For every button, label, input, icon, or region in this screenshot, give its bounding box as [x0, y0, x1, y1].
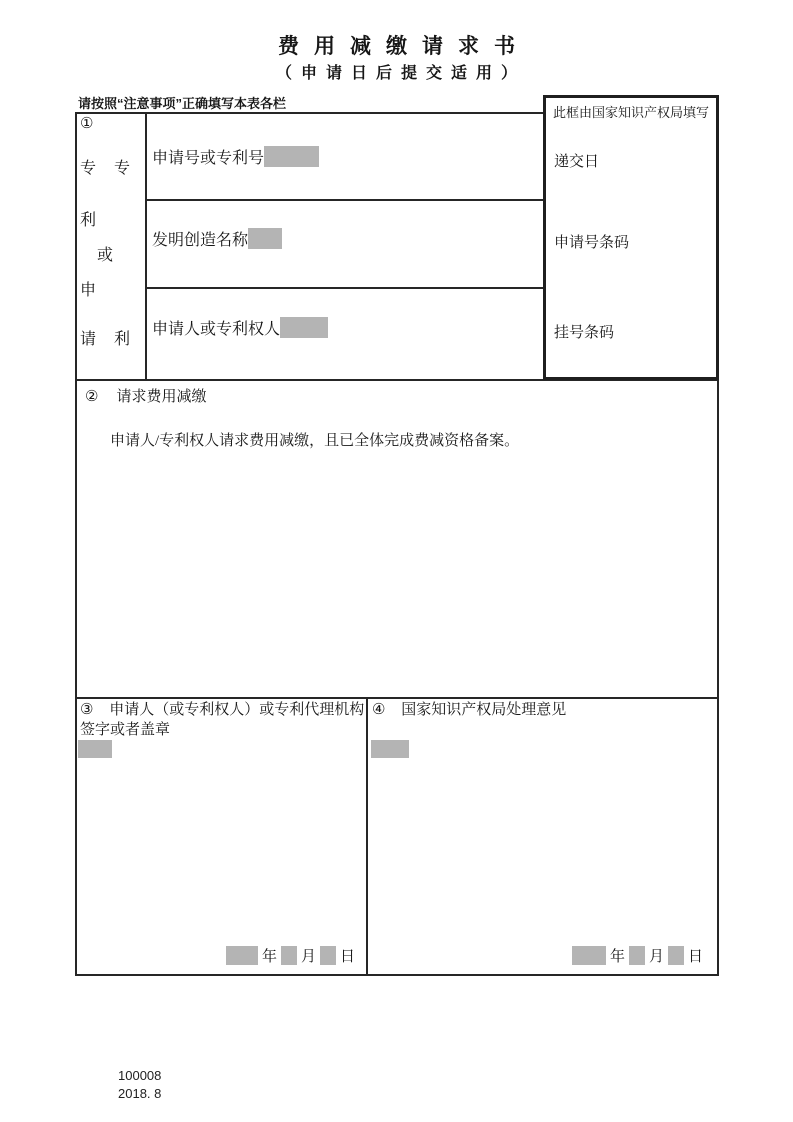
row-divider-2 — [145, 287, 543, 289]
section2-body: 申请人/专利权人请求费用减缴，且已全体完成费减资格备案。 — [110, 433, 520, 449]
fill-instruction: 请按照“注意事项”正确填写本表各栏 — [78, 96, 287, 111]
side-label-char: 利 — [114, 331, 131, 348]
month-fill-area[interactable] — [281, 946, 297, 965]
applicant-name-fill-area[interactable] — [280, 317, 328, 338]
day-fill-area[interactable] — [320, 946, 336, 965]
section3-title: 申请人（或专利权人）或专利代理机构签字或者盖章 — [80, 702, 365, 738]
field-applicant-name — [152, 316, 328, 339]
side-label-char: 或 — [97, 247, 114, 264]
section4-date-line — [572, 945, 703, 966]
field-application-number — [152, 145, 319, 168]
side-label-char: 申 — [80, 282, 97, 299]
form-revision-date: 2018. 8 — [118, 1086, 162, 1101]
form-subtitle: （申请日后提交适用） — [275, 65, 526, 82]
month-fill-area[interactable] — [629, 946, 645, 965]
official-box-header: 此框由国家知识产权局填写 — [553, 105, 710, 120]
year-fill-area[interactable] — [572, 946, 606, 965]
col-divider-side-label — [145, 112, 147, 380]
field-label: 申请人或专利权人 — [152, 321, 281, 338]
day-unit: 日 — [340, 949, 356, 965]
official-use-box — [543, 95, 719, 380]
section4-title: 国家知识产权局处理意见 — [401, 702, 567, 718]
section3-number: ③ — [80, 702, 94, 718]
year-fill-area[interactable] — [226, 946, 258, 965]
year-unit: 年 — [610, 949, 626, 965]
month-unit: 月 — [649, 949, 665, 965]
office-opinion-fill-area[interactable] — [371, 740, 409, 758]
row-divider-1 — [145, 199, 543, 201]
field-invention-title — [152, 227, 282, 250]
section2-number: ② — [85, 389, 99, 405]
section34-top-border — [75, 697, 719, 699]
field-label: 申请号或专利号 — [152, 150, 265, 167]
side-label-char: 利 — [80, 212, 97, 229]
invention-title-fill-area[interactable] — [248, 228, 282, 249]
registration-barcode-label: 挂号条码 — [554, 325, 615, 341]
day-unit: 日 — [688, 949, 704, 965]
form-code: 100008 — [118, 1068, 162, 1083]
section4-header — [372, 700, 702, 720]
section2-title: 请求费用减缴 — [116, 389, 207, 405]
signature-seal-fill-area[interactable] — [78, 740, 112, 758]
day-fill-area[interactable] — [668, 946, 684, 965]
side-label-char: 专 — [80, 160, 97, 177]
side-label-char: 请 — [80, 331, 97, 348]
submit-date-label: 递交日 — [554, 154, 600, 170]
section1-number: ① — [80, 116, 94, 132]
application-number-barcode-label: 申请号条码 — [554, 235, 630, 251]
field-label: 发明创造名称 — [152, 232, 249, 249]
application-number-fill-area[interactable] — [264, 146, 319, 167]
section3-date-line — [226, 945, 355, 966]
section4-number: ④ — [372, 702, 386, 718]
section3-header — [80, 700, 368, 740]
form-footer — [118, 1067, 161, 1103]
form-title: 费用减缴请求书 — [278, 34, 530, 58]
year-unit: 年 — [262, 949, 278, 965]
month-unit: 月 — [301, 949, 317, 965]
side-label-char: 专 — [114, 160, 131, 177]
section2-header — [85, 385, 206, 406]
